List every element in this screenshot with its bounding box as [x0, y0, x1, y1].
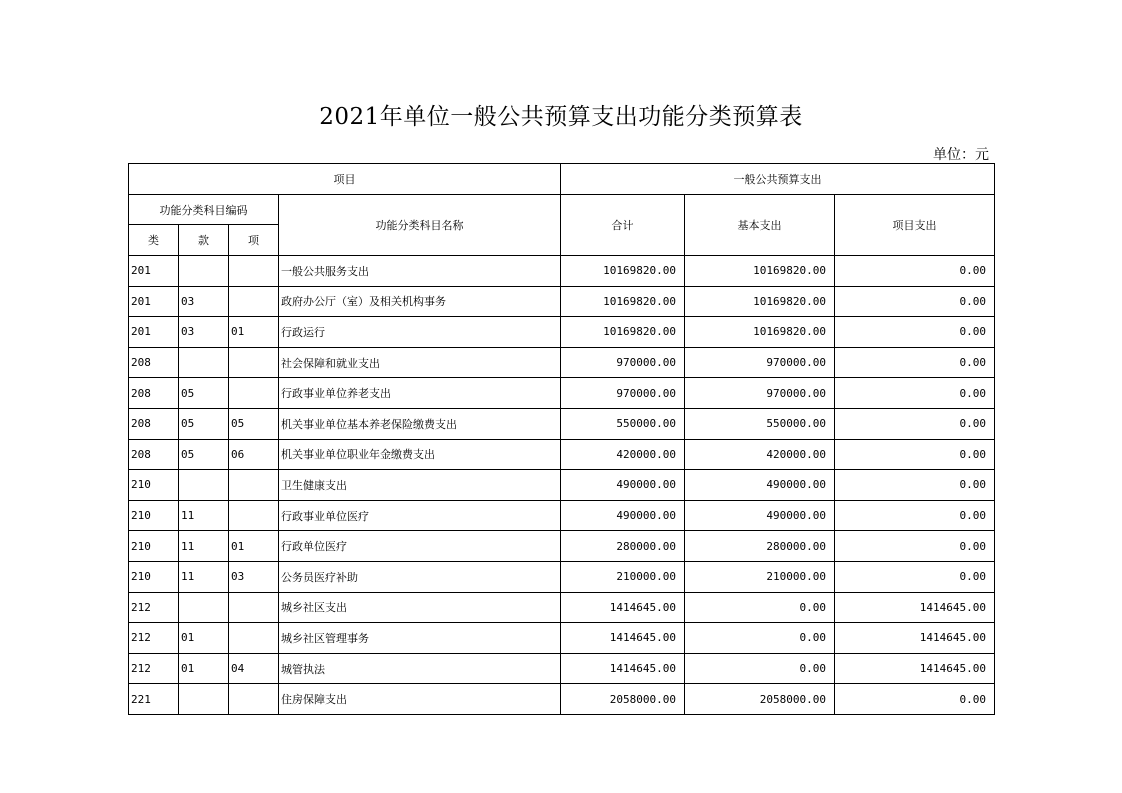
cell-basic: 10169820.00	[685, 286, 835, 317]
header-basic: 基本支出	[685, 195, 835, 256]
cell-kuan	[179, 347, 229, 378]
cell-total: 2058000.00	[561, 684, 685, 715]
cell-subject-name: 城乡社区支出	[279, 592, 561, 623]
cell-basic: 490000.00	[685, 500, 835, 531]
cell-lei: 212	[129, 592, 179, 623]
cell-lei: 208	[129, 439, 179, 470]
cell-lei: 210	[129, 470, 179, 501]
cell-lei: 208	[129, 408, 179, 439]
cell-basic: 550000.00	[685, 408, 835, 439]
cell-xiang	[229, 623, 279, 654]
header-expense-group: 一般公共预算支出	[561, 164, 995, 195]
cell-lei: 221	[129, 684, 179, 715]
table-body	[129, 256, 995, 715]
header-project-expense: 项目支出	[835, 195, 995, 256]
cell-project-expense: 0.00	[835, 286, 995, 317]
cell-xiang	[229, 286, 279, 317]
cell-total: 970000.00	[561, 378, 685, 409]
table-row	[129, 378, 995, 409]
header-lei: 类	[129, 225, 179, 256]
cell-subject-name: 行政事业单位养老支出	[279, 378, 561, 409]
cell-lei: 201	[129, 256, 179, 287]
cell-subject-name: 城乡社区管理事务	[279, 623, 561, 654]
cell-xiang	[229, 500, 279, 531]
table-row	[129, 347, 995, 378]
cell-kuan: 01	[179, 653, 229, 684]
cell-total: 970000.00	[561, 347, 685, 378]
table-row	[129, 286, 995, 317]
cell-xiang: 01	[229, 531, 279, 562]
cell-subject-name: 城管执法	[279, 653, 561, 684]
cell-total: 420000.00	[561, 439, 685, 470]
cell-lei: 201	[129, 286, 179, 317]
cell-xiang: 05	[229, 408, 279, 439]
cell-basic: 970000.00	[685, 378, 835, 409]
table-row	[129, 256, 995, 287]
cell-total: 490000.00	[561, 500, 685, 531]
cell-xiang: 03	[229, 561, 279, 592]
header-subject-name: 功能分类科目名称	[279, 195, 561, 256]
cell-total: 1414645.00	[561, 592, 685, 623]
cell-basic: 0.00	[685, 592, 835, 623]
cell-subject-name: 行政单位医疗	[279, 531, 561, 562]
cell-total: 10169820.00	[561, 256, 685, 287]
cell-basic: 10169820.00	[685, 317, 835, 348]
cell-subject-name: 机关事业单位基本养老保险缴费支出	[279, 408, 561, 439]
header-total: 合计	[561, 195, 685, 256]
table-row	[129, 439, 995, 470]
cell-kuan: 11	[179, 531, 229, 562]
table-row	[129, 531, 995, 562]
table-row	[129, 592, 995, 623]
cell-project-expense: 1414645.00	[835, 623, 995, 654]
table-row	[129, 317, 995, 348]
table-row	[129, 408, 995, 439]
cell-basic: 210000.00	[685, 561, 835, 592]
cell-project-expense: 0.00	[835, 531, 995, 562]
cell-kuan: 03	[179, 317, 229, 348]
cell-xiang	[229, 470, 279, 501]
cell-xiang	[229, 378, 279, 409]
cell-subject-name: 机关事业单位职业年金缴费支出	[279, 439, 561, 470]
cell-kuan: 05	[179, 439, 229, 470]
cell-project-expense: 0.00	[835, 317, 995, 348]
cell-lei: 210	[129, 531, 179, 562]
header-kuan: 款	[179, 225, 229, 256]
table-row	[129, 623, 995, 654]
cell-kuan	[179, 470, 229, 501]
page-title: 2021年单位一般公共预算支出功能分类预算表	[319, 104, 803, 130]
cell-basic: 970000.00	[685, 347, 835, 378]
cell-xiang: 06	[229, 439, 279, 470]
cell-project-expense: 0.00	[835, 500, 995, 531]
cell-basic: 10169820.00	[685, 256, 835, 287]
cell-project-expense: 0.00	[835, 347, 995, 378]
cell-kuan: 03	[179, 286, 229, 317]
cell-xiang	[229, 684, 279, 715]
unit-label: 单位：元	[933, 147, 989, 163]
cell-total: 1414645.00	[561, 653, 685, 684]
cell-project-expense: 0.00	[835, 408, 995, 439]
cell-basic: 280000.00	[685, 531, 835, 562]
cell-basic: 0.00	[685, 653, 835, 684]
cell-kuan: 11	[179, 561, 229, 592]
cell-lei: 210	[129, 500, 179, 531]
cell-xiang	[229, 347, 279, 378]
cell-subject-name: 公务员医疗补助	[279, 561, 561, 592]
cell-total: 210000.00	[561, 561, 685, 592]
table-row	[129, 653, 995, 684]
cell-basic: 0.00	[685, 623, 835, 654]
budget-table	[128, 163, 995, 715]
cell-project-expense: 0.00	[835, 256, 995, 287]
cell-subject-name: 一般公共服务支出	[279, 256, 561, 287]
table-row	[129, 561, 995, 592]
cell-xiang: 04	[229, 653, 279, 684]
cell-total: 280000.00	[561, 531, 685, 562]
cell-project-expense: 0.00	[835, 378, 995, 409]
header-code-group: 功能分类科目编码	[129, 195, 279, 225]
cell-project-expense: 1414645.00	[835, 592, 995, 623]
cell-basic: 2058000.00	[685, 684, 835, 715]
cell-basic: 490000.00	[685, 470, 835, 501]
cell-total: 1414645.00	[561, 623, 685, 654]
cell-lei: 212	[129, 623, 179, 654]
cell-project-expense: 1414645.00	[835, 653, 995, 684]
cell-subject-name: 住房保障支出	[279, 684, 561, 715]
cell-subject-name: 行政事业单位医疗	[279, 500, 561, 531]
cell-subject-name: 卫生健康支出	[279, 470, 561, 501]
cell-total: 10169820.00	[561, 286, 685, 317]
cell-lei: 208	[129, 378, 179, 409]
cell-lei: 201	[129, 317, 179, 348]
header-xiang: 项	[229, 225, 279, 256]
cell-project-expense: 0.00	[835, 439, 995, 470]
cell-total: 550000.00	[561, 408, 685, 439]
cell-subject-name: 社会保障和就业支出	[279, 347, 561, 378]
cell-basic: 420000.00	[685, 439, 835, 470]
cell-subject-name: 行政运行	[279, 317, 561, 348]
header-project: 项目	[129, 164, 561, 195]
cell-lei: 210	[129, 561, 179, 592]
table-row	[129, 470, 995, 501]
cell-xiang	[229, 256, 279, 287]
cell-kuan: 05	[179, 408, 229, 439]
table-row	[129, 500, 995, 531]
cell-total: 10169820.00	[561, 317, 685, 348]
cell-lei: 212	[129, 653, 179, 684]
cell-project-expense: 0.00	[835, 561, 995, 592]
cell-kuan	[179, 592, 229, 623]
table-row	[129, 684, 995, 715]
cell-total: 490000.00	[561, 470, 685, 501]
cell-project-expense: 0.00	[835, 470, 995, 501]
cell-kuan: 01	[179, 623, 229, 654]
cell-kuan: 05	[179, 378, 229, 409]
cell-lei: 208	[129, 347, 179, 378]
cell-project-expense: 0.00	[835, 684, 995, 715]
cell-xiang	[229, 592, 279, 623]
cell-kuan	[179, 684, 229, 715]
cell-kuan	[179, 256, 229, 287]
cell-kuan: 11	[179, 500, 229, 531]
cell-subject-name: 政府办公厅（室）及相关机构事务	[279, 286, 561, 317]
cell-xiang: 01	[229, 317, 279, 348]
